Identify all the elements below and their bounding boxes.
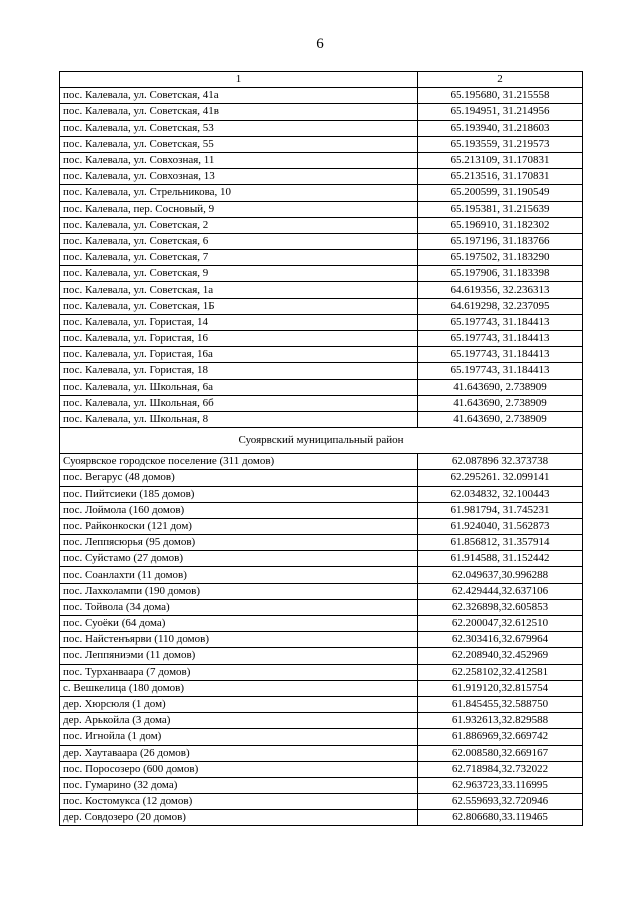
table-row [60, 502, 583, 518]
coordinates-cell: 62.034832, 32.100443 [418, 486, 583, 502]
coordinates-cell: 41.643690, 2.738909 [418, 379, 583, 395]
coordinates-cell: 65.197743, 31.184413 [418, 331, 583, 347]
place-cell: пос. Калевала, ул. Школьная, 8 [60, 411, 418, 427]
coordinates-cell: 61.924040, 31.562873 [418, 518, 583, 534]
place-cell: пос. Калевала, ул. Советская, 6 [60, 233, 418, 249]
coordinates-cell: 62.806680,33.119465 [418, 810, 583, 826]
place-cell: пос. Калевала, пер. Сосновый, 9 [60, 201, 418, 217]
table-row [60, 282, 583, 298]
place-cell: пос. Калевала, ул. Гористая, 16а [60, 347, 418, 363]
table-row [60, 266, 583, 282]
place-cell: пос. Поросозеро (600 домов) [60, 761, 418, 777]
place-cell: пос. Калевала, ул. Советская, 1Б [60, 298, 418, 314]
coordinates-cell: 41.643690, 2.738909 [418, 395, 583, 411]
place-cell: пос. Пийтсиеки (185 домов) [60, 486, 418, 502]
section-row [60, 428, 583, 454]
coordinates-cell: 65.197743, 31.184413 [418, 363, 583, 379]
table-row [60, 136, 583, 152]
coordinates-cell: 65.193940, 31.218603 [418, 120, 583, 136]
place-cell: пос. Калевала, ул. Советская, 55 [60, 136, 418, 152]
table-row [60, 470, 583, 486]
table-body-suoyarvi [60, 454, 583, 826]
place-cell: пос. Леппясюрья (95 домов) [60, 535, 418, 551]
place-cell: пос. Турханваара (7 домов) [60, 664, 418, 680]
coordinates-cell: 62.208940,32.452969 [418, 648, 583, 664]
table-row [60, 363, 583, 379]
table-row [60, 298, 583, 314]
coordinates-cell: 62.963723,33.116995 [418, 777, 583, 793]
coordinates-cell: 62.303416,32.679964 [418, 632, 583, 648]
coordinates-cell: 65.197743, 31.184413 [418, 347, 583, 363]
place-cell: пос. Вегарус (48 домов) [60, 470, 418, 486]
table-row [60, 217, 583, 233]
table-row [60, 713, 583, 729]
coordinates-cell: 62.718984,32.732022 [418, 761, 583, 777]
place-cell: пос. Лахколампи (190 домов) [60, 583, 418, 599]
table-row [60, 518, 583, 534]
coordinates-cell: 65.200599, 31.190549 [418, 185, 583, 201]
coordinates-table [59, 71, 583, 826]
place-cell: пос. Найстенъярви (110 домов) [60, 632, 418, 648]
place-cell: пос. Калевала, ул. Советская, 2 [60, 217, 418, 233]
coordinates-cell: 65.213109, 31.170831 [418, 152, 583, 168]
coordinates-cell: 65.197906, 31.183398 [418, 266, 583, 282]
table-row [60, 794, 583, 810]
coordinates-cell: 62.559693,32.720946 [418, 794, 583, 810]
place-cell: дер. Хюрсюля (1 дом) [60, 696, 418, 712]
coordinates-cell: 62.008580,32.669167 [418, 745, 583, 761]
table-row [60, 331, 583, 347]
table-row [60, 648, 583, 664]
table-row [60, 745, 583, 761]
table-row [60, 454, 583, 470]
coordinates-cell: 61.981794, 31.745231 [418, 502, 583, 518]
page-number: 6 [316, 36, 324, 52]
place-cell: пос. Калевала, ул. Совхозная, 13 [60, 169, 418, 185]
table-row [60, 535, 583, 551]
place-cell: пос. Калевала, ул. Советская, 41в [60, 104, 418, 120]
place-cell: пос. Калевала, ул. Советская, 41а [60, 88, 418, 104]
table-header-row [60, 72, 583, 88]
coordinates-cell: 65.197502, 31.183290 [418, 250, 583, 266]
coordinates-cell: 65.195680, 31.215558 [418, 88, 583, 104]
place-cell: пос. Калевала, ул. Советская, 1а [60, 282, 418, 298]
table-row [60, 379, 583, 395]
table-row [60, 250, 583, 266]
place-cell: пос. Леппяниэми (11 домов) [60, 648, 418, 664]
table-row [60, 120, 583, 136]
table-row [60, 104, 583, 120]
place-cell: пос. Калевала, ул. Гористая, 18 [60, 363, 418, 379]
coordinates-cell: 65.194951, 31.214956 [418, 104, 583, 120]
coordinates-cell: 62.258102,32.412581 [418, 664, 583, 680]
table-row [60, 551, 583, 567]
table-row [60, 680, 583, 696]
coordinates-cell: 62.200047,32.612510 [418, 616, 583, 632]
column-header-2: 2 [418, 72, 583, 88]
table-row [60, 88, 583, 104]
table-row [60, 810, 583, 826]
table-row [60, 729, 583, 745]
table-row [60, 152, 583, 168]
place-cell: пос. Калевала, ул. Стрельникова, 10 [60, 185, 418, 201]
table-row [60, 201, 583, 217]
place-cell: пос. Калевала, ул. Школьная, 6б [60, 395, 418, 411]
coordinates-cell: 65.213516, 31.170831 [418, 169, 583, 185]
table-row [60, 616, 583, 632]
coordinates-cell: 65.195381, 31.215639 [418, 201, 583, 217]
coordinates-cell: 61.856812, 31.357914 [418, 535, 583, 551]
place-cell: пос. Соанлахти (11 домов) [60, 567, 418, 583]
table-row [60, 664, 583, 680]
table-row [60, 486, 583, 502]
table-row [60, 347, 583, 363]
place-cell: дер. Хаутаваара (26 домов) [60, 745, 418, 761]
table-row [60, 411, 583, 427]
coordinates-cell: 41.643690, 2.738909 [418, 411, 583, 427]
place-cell: пос. Калевала, ул. Совхозная, 11 [60, 152, 418, 168]
coordinates-cell: 62.087896 32.373738 [418, 454, 583, 470]
column-header-1: 1 [60, 72, 418, 88]
place-cell: пос. Калевала, ул. Советская, 9 [60, 266, 418, 282]
place-cell: пос. Калевала, ул. Гористая, 16 [60, 331, 418, 347]
coordinates-cell: 65.197196, 31.183766 [418, 233, 583, 249]
coordinates-cell: 61.914588, 31.152442 [418, 551, 583, 567]
coordinates-cell: 62.429444,32.637106 [418, 583, 583, 599]
place-cell: пос. Суоёки (64 дома) [60, 616, 418, 632]
table-row [60, 696, 583, 712]
coordinates-cell: 61.845455,32.588750 [418, 696, 583, 712]
table-row [60, 395, 583, 411]
place-cell: пос. Тойвола (34 дома) [60, 599, 418, 615]
place-cell: дер. Арькойла (3 дома) [60, 713, 418, 729]
place-cell: пос. Гумарино (32 дома) [60, 777, 418, 793]
coordinates-cell: 62.295261. 32.099141 [418, 470, 583, 486]
table-row [60, 169, 583, 185]
coordinates-cell: 61.932613,32.829588 [418, 713, 583, 729]
section-title: Суоярвский муниципальный район [60, 428, 583, 454]
table-row [60, 761, 583, 777]
place-cell: пос. Костомукса (12 домов) [60, 794, 418, 810]
table-row [60, 583, 583, 599]
coordinates-cell: 64.619356, 32.236313 [418, 282, 583, 298]
place-cell: с. Вешкелица (180 домов) [60, 680, 418, 696]
place-cell: пос. Суйстамо (27 домов) [60, 551, 418, 567]
table-row [60, 632, 583, 648]
table-row [60, 599, 583, 615]
coordinates-cell: 65.193559, 31.219573 [418, 136, 583, 152]
table-row [60, 185, 583, 201]
coordinates-cell: 61.886969,32.669742 [418, 729, 583, 745]
coordinates-cell: 64.619298, 32.237095 [418, 298, 583, 314]
table-row [60, 314, 583, 330]
place-cell: пос. Калевала, ул. Советская, 53 [60, 120, 418, 136]
place-cell: пос. Калевала, ул. Гористая, 14 [60, 314, 418, 330]
place-cell: дер. Совдозеро (20 домов) [60, 810, 418, 826]
place-cell: пос. Калевала, ул. Советская, 7 [60, 250, 418, 266]
table-body-karelia [60, 88, 583, 428]
place-cell: пос. Игнойла (1 дом) [60, 729, 418, 745]
coordinates-cell: 65.196910, 31.182302 [418, 217, 583, 233]
place-cell: пос. Лоймола (160 домов) [60, 502, 418, 518]
table-row [60, 777, 583, 793]
place-cell: пос. Калевала, ул. Школьная, 6а [60, 379, 418, 395]
coordinates-cell: 62.326898,32.605853 [418, 599, 583, 615]
place-cell: пос. Райконкоски (121 дом) [60, 518, 418, 534]
table-row [60, 567, 583, 583]
place-cell: Суоярвское городское поселение (311 домов) [60, 454, 418, 470]
coordinates-cell: 62.049637,30.996288 [418, 567, 583, 583]
coordinates-cell: 65.197743, 31.184413 [418, 314, 583, 330]
coordinates-cell: 61.919120,32.815754 [418, 680, 583, 696]
table-row [60, 233, 583, 249]
